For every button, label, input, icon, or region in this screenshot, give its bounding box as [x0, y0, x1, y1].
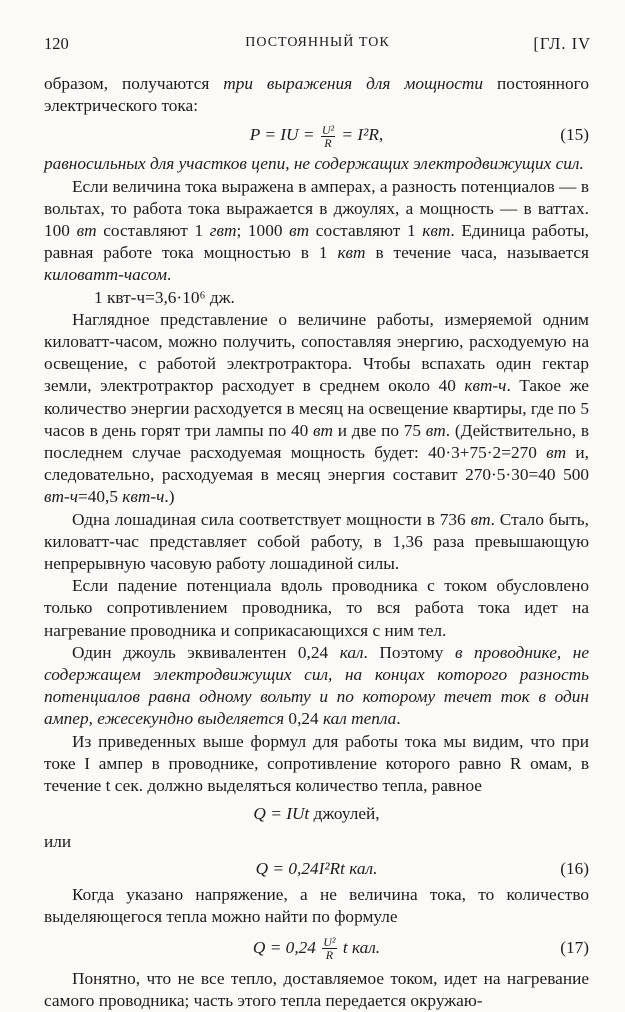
equation-15: P = IU = $\frac{\text{U²}}{R}$ = I²R, (15)	[44, 117, 589, 153]
equation-label: (15)	[560, 125, 589, 145]
equation-label: (16)	[560, 858, 589, 878]
paragraph-8: Один джоуль эквивалентен 0,24 кал. Поэтому в проводнике, не содержащем электродвижущих сил, на концах которого разность потенциалов равна одному вольту и по которому течет ток в один ампер, ежесекундно выделяется 0,24 кал тепла.	[44, 642, 590, 729]
paragraph-9: Из приведенных выше формул для работы тока мы видим, что при токе I ампер в проводнике, сопротивление которого равно R омам, в течение t сек. должно выделяться количество тепла, равное	[44, 731, 589, 796]
paragraph-4: 1 квт-ч=3,6·10⁶ дж.	[94, 287, 235, 307]
page-header	[44, 34, 591, 58]
chapter-label: [ГЛ. IV	[533, 34, 591, 53]
paragraph-11: Понятно, что не все тепло, доставляемое током, идет на нагревание самого проводника; часть этого тепла передается окружаю-	[44, 968, 589, 1011]
paragraph-6: Одна лошадиная сила соответствует мощности в 736 вт. Стало быть, киловатт-час представляет собой работу, в 1,36 раза превышающую непрерывную часовую работу лошадиной силы.	[44, 509, 589, 574]
paragraph-3: Если величина тока выражена в амперах, а разность потенциалов — в вольтах, то работа тока выражается в джоулях, а мощность — в ваттах. 100 вт составляют 1 гвт; 1000 вт составляют 1 квт. Единица работы, равная работе тока мощностью в 1 квт в течение часа, называется киловатт-часом.	[44, 176, 590, 285]
page-body	[44, 73, 589, 1012]
equation-16: Q = 0,24I²Rt кал. (16)	[44, 854, 589, 884]
word-ili: или	[44, 832, 72, 852]
equation-q-joules: Q = IUt джоулей,	[253, 804, 380, 824]
running-title: ПОСТОЯННЫЙ ТОК	[245, 35, 390, 50]
paragraph-7: Если падение потенциала вдоль проводника с током обусловлено только сопротивлением проводника, то вся работа тока идет на нагревание проводника и соприкасающихся с ним тел.	[44, 576, 589, 640]
paragraph-5: Наглядное представление о величине работы, измеряемой одним киловатт-часом, можно получить, сопоставляя энергию, расходуемую на освещение, с работой электротрактора. Чтобы вспахать один гектар земли, электротрактор расходует в среднем около 40 квт-ч. Такое же количество энергии расходуется в месяц на освещение квартиры, где по 5 часов в день горят три лампы по 40 вт и две по 75 вт. (Действительно, в последнем случае расходуемая мощность будет: 40·3+75·2=270 вт и, следовательно, расходуемая в месяц энергия составит 270·5·30=40 500 вт-ч=40,5 квт-ч.)	[44, 309, 589, 507]
paragraph-2: равносильных для участков цепи, не содержащих электродвижущих сил.	[44, 154, 584, 174]
paragraph-1: образом, получаются три выражения для мощности постоянного электрического тока:	[44, 74, 589, 116]
page-number: 120	[44, 34, 69, 53]
paragraph-10: Когда указано напряжение, а не величина тока, то количество выделяющегося тепла можно найти по формуле	[44, 884, 589, 926]
equation-17: Q = 0,24 $\frac{\text{U²}}{R}$ t кал. (17)	[44, 928, 589, 968]
equation-label: (17)	[560, 937, 589, 957]
